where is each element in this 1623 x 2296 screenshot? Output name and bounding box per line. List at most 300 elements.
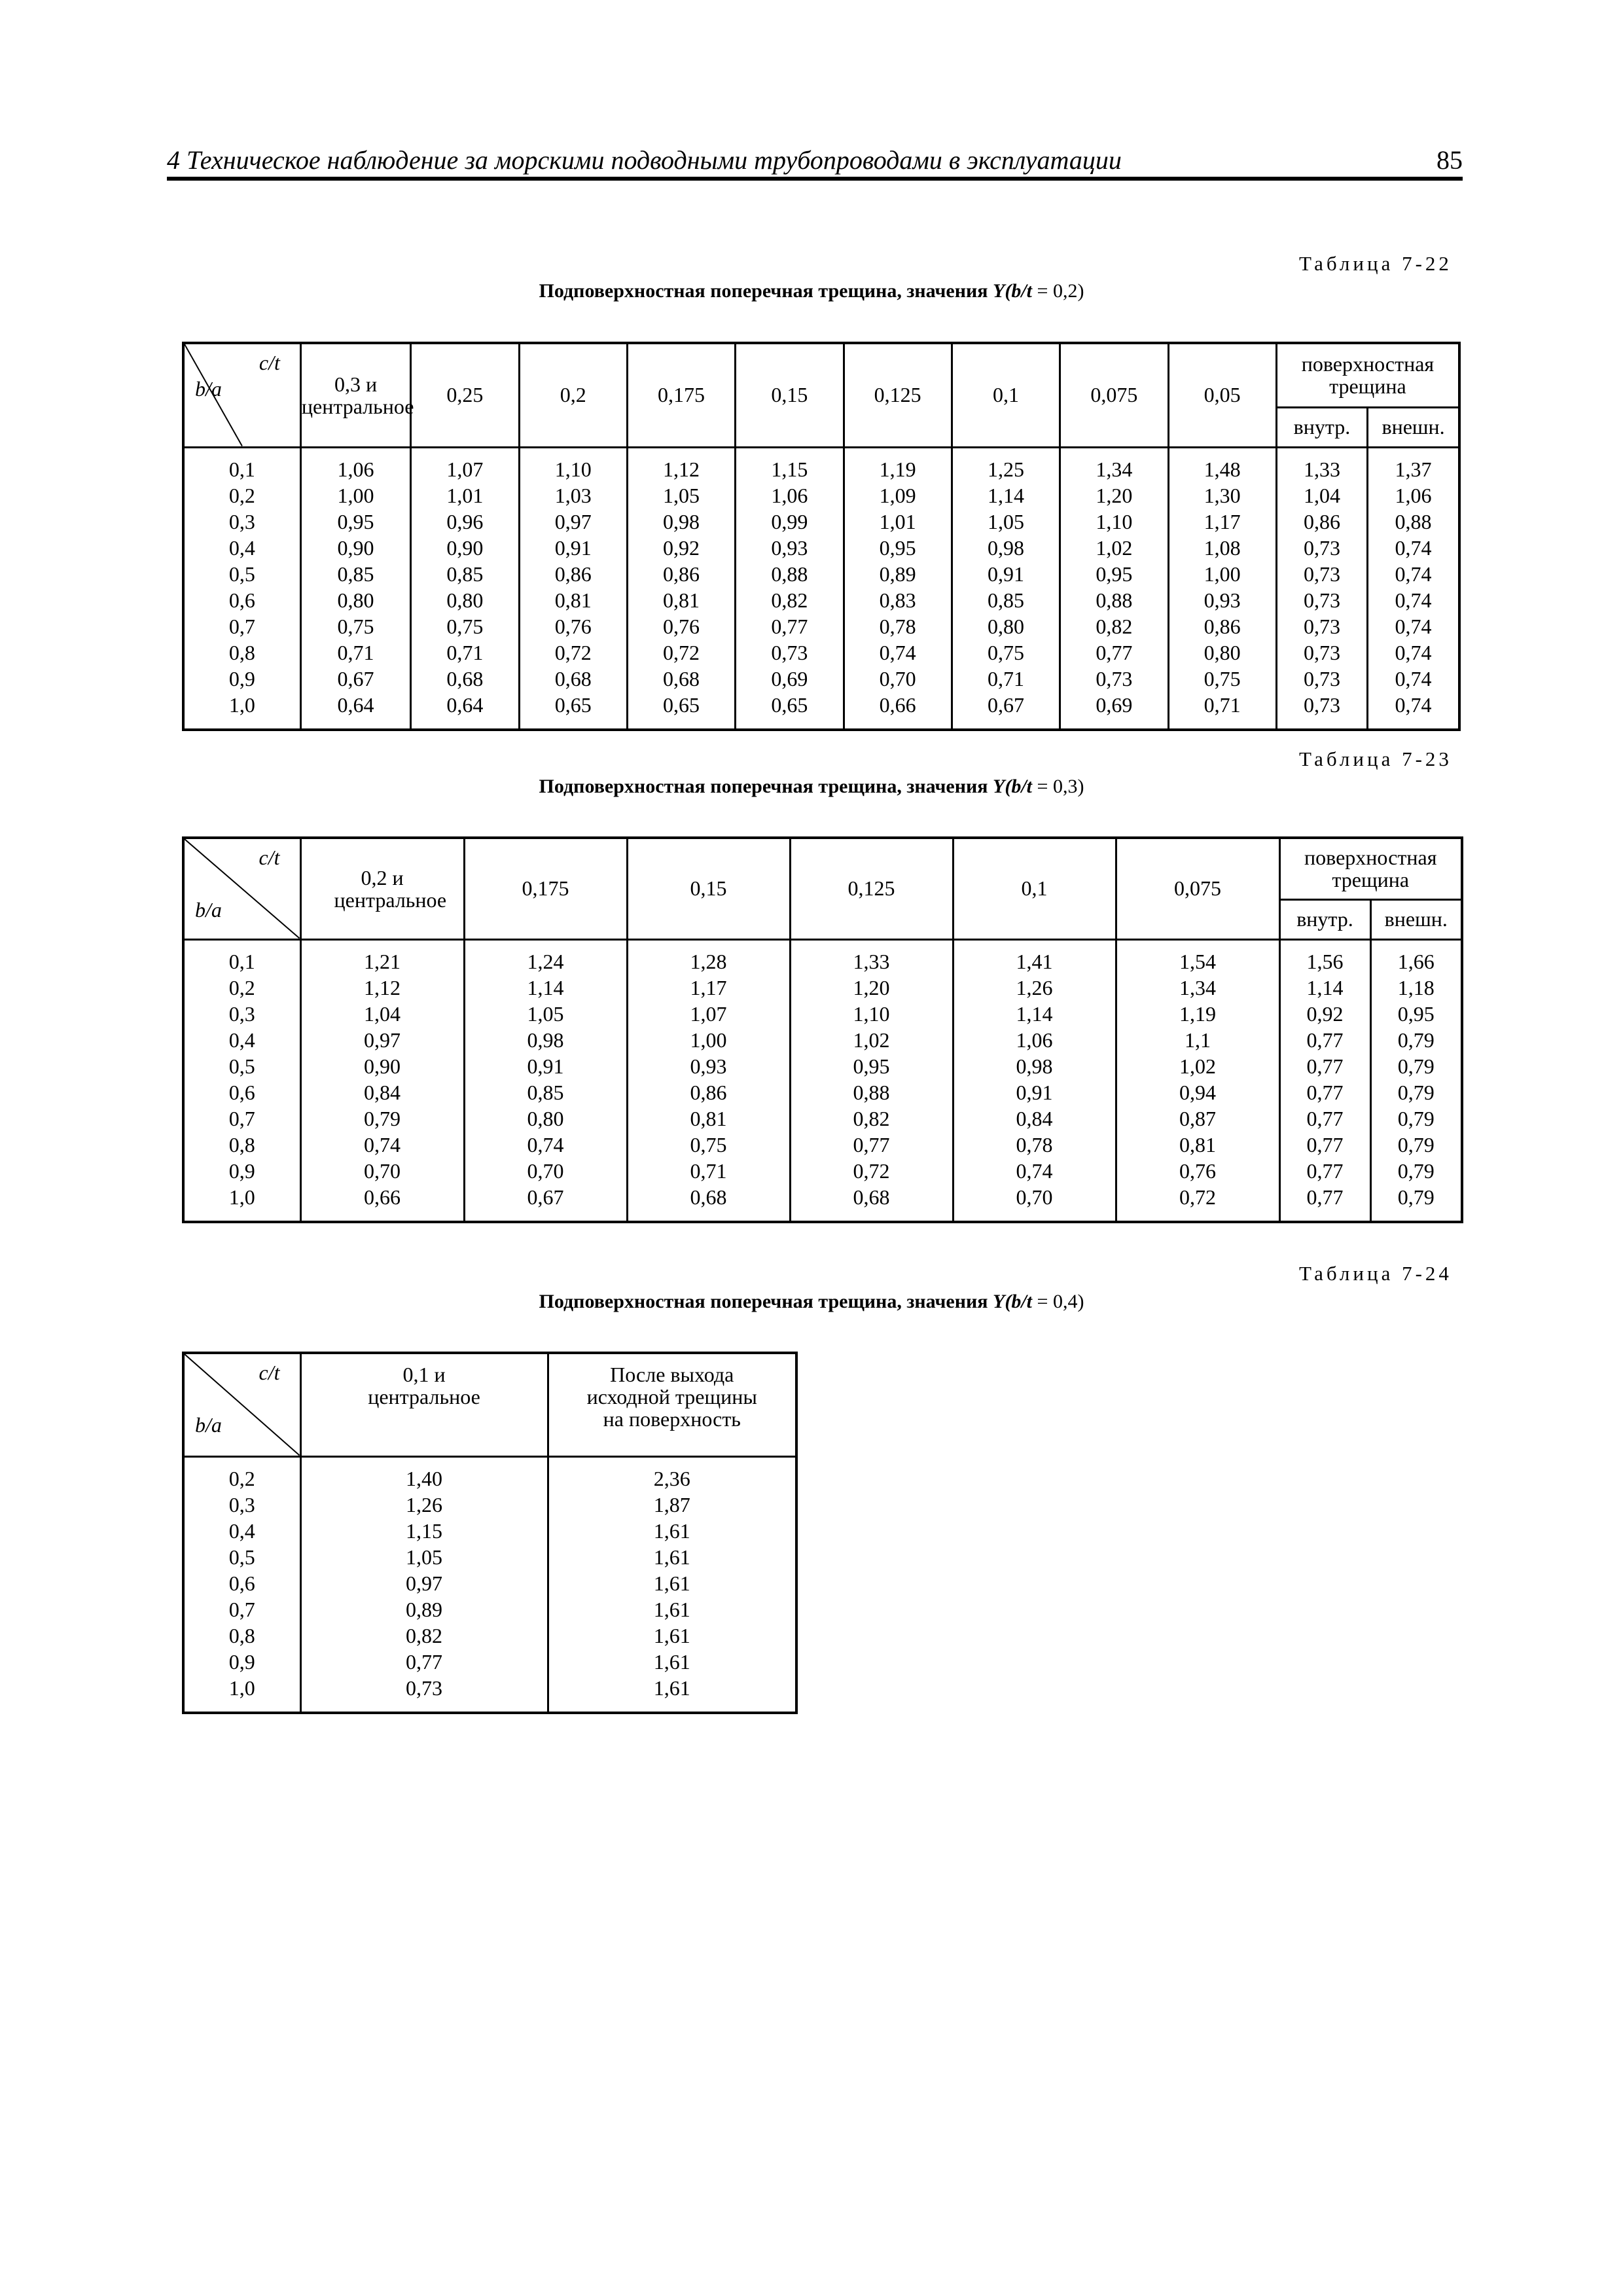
table-cell: 1,05 xyxy=(300,1544,548,1570)
table-cell: 0,66 xyxy=(300,1184,464,1222)
row-header-cell: 0,3 xyxy=(183,1001,300,1027)
column-header: 0,175 xyxy=(464,838,627,939)
table-cell: 1,26 xyxy=(953,975,1116,1001)
table-cell: 1,06 xyxy=(1368,482,1459,509)
table-cell: 0,78 xyxy=(844,613,952,639)
table-cell: 0,80 xyxy=(411,587,519,613)
table-cell: 1,14 xyxy=(1279,975,1370,1001)
data-table xyxy=(182,836,1463,1223)
surface-crack-header: поверхностная трещина xyxy=(1276,343,1459,407)
table-cell: 0,74 xyxy=(300,1132,464,1158)
table-cell: 0,91 xyxy=(953,1079,1116,1105)
table-cell: 1,02 xyxy=(1060,535,1168,561)
table-row xyxy=(183,1001,1462,1027)
table-row xyxy=(183,975,1462,1001)
table-cell: 1,00 xyxy=(627,1027,790,1053)
table-cell: 1,14 xyxy=(952,482,1060,509)
table-cell: 0,75 xyxy=(627,1132,790,1158)
table-cell: 1,10 xyxy=(519,447,627,482)
table-cell: 0,91 xyxy=(464,1053,627,1079)
table-cell: 0,88 xyxy=(1368,509,1459,535)
column-header-outer: внешн. xyxy=(1368,407,1459,447)
corner-top-label: c/t xyxy=(259,846,280,869)
table-row xyxy=(183,1596,796,1623)
table-cell: 0,85 xyxy=(464,1079,627,1105)
table-cell: 1,48 xyxy=(1168,447,1276,482)
row-header-cell: 0,2 xyxy=(183,482,300,509)
table-row xyxy=(183,509,1459,535)
table-cell: 2,36 xyxy=(548,1456,796,1492)
table-cell: 0,93 xyxy=(1168,587,1276,613)
corner-header-cell xyxy=(183,343,300,447)
table-cell: 0,79 xyxy=(1370,1184,1462,1222)
row-header-cell: 0,4 xyxy=(183,535,300,561)
column-header: 0,1 xyxy=(952,343,1060,447)
table-row xyxy=(183,1158,1462,1184)
table-cell: 1,61 xyxy=(548,1649,796,1675)
table-cell: 1,06 xyxy=(300,447,410,482)
corner-bottom-label: b/a xyxy=(195,377,222,401)
row-header-cell: 0,9 xyxy=(183,1649,300,1675)
table-cell: 0,74 xyxy=(844,639,952,666)
table-cell: 0,82 xyxy=(300,1623,548,1649)
table-cell: 0,95 xyxy=(1370,1001,1462,1027)
table-cell: 1,12 xyxy=(300,975,464,1001)
table-cell: 0,86 xyxy=(1168,613,1276,639)
table-row xyxy=(183,639,1459,666)
table-caption: Подповерхностная поперечная трещина, значения Y(b/t = 0,2) xyxy=(539,280,1084,302)
column-header: 0,3 и центральное xyxy=(300,343,410,447)
table-cell: 0,73 xyxy=(736,639,844,666)
column-header: 0,15 xyxy=(736,343,844,447)
table-cell: 1,37 xyxy=(1368,447,1459,482)
table-cell: 1,17 xyxy=(1168,509,1276,535)
table-cell: 0,68 xyxy=(411,666,519,692)
table-cell: 0,74 xyxy=(1368,639,1459,666)
table-cell: 1,1 xyxy=(1116,1027,1279,1053)
surface-crack-header: поверхностная трещина xyxy=(1279,838,1462,899)
data-table xyxy=(182,342,1461,731)
table-cell: 1,09 xyxy=(844,482,952,509)
table-row xyxy=(183,692,1459,730)
table-cell: 0,70 xyxy=(300,1158,464,1184)
table-cell: 0,73 xyxy=(1276,613,1367,639)
table-cell: 1,33 xyxy=(790,939,953,975)
table-cell: 0,92 xyxy=(1279,1001,1370,1027)
table-cell: 0,90 xyxy=(300,1053,464,1079)
corner-bottom-label: b/a xyxy=(195,898,222,922)
column-header-outer: внешн. xyxy=(1370,899,1462,939)
table-cell: 1,07 xyxy=(411,447,519,482)
table-cell: 0,79 xyxy=(1370,1079,1462,1105)
table-cell: 0,69 xyxy=(1060,692,1168,730)
table-cell: 0,86 xyxy=(1276,509,1367,535)
table-cell: 0,69 xyxy=(736,666,844,692)
table-cell: 0,78 xyxy=(953,1132,1116,1158)
table-cell: 1,61 xyxy=(548,1596,796,1623)
table-row xyxy=(183,535,1459,561)
table-cell: 0,70 xyxy=(953,1184,1116,1222)
row-header-cell: 0,2 xyxy=(183,975,300,1001)
table-cell: 0,89 xyxy=(300,1596,548,1623)
table-cell: 0,77 xyxy=(736,613,844,639)
table-cell: 0,73 xyxy=(1276,639,1367,666)
table-cell: 0,95 xyxy=(790,1053,953,1079)
column-header: 0,1 и центральное xyxy=(300,1353,548,1456)
table-cell: 0,81 xyxy=(519,587,627,613)
column-header: 0,25 xyxy=(411,343,519,447)
row-header-cell: 0,8 xyxy=(183,1132,300,1158)
table-cell: 0,80 xyxy=(1168,639,1276,666)
table-row xyxy=(183,1027,1462,1053)
corner-bottom-label: b/a xyxy=(195,1413,222,1437)
table-cell: 0,72 xyxy=(790,1158,953,1184)
table-cell: 1,40 xyxy=(300,1456,548,1492)
table-cell: 0,81 xyxy=(627,1105,790,1132)
table-cell: 0,77 xyxy=(1279,1027,1370,1053)
table-cell: 0,71 xyxy=(411,639,519,666)
row-header-cell: 0,4 xyxy=(183,1027,300,1053)
table-cell: 0,95 xyxy=(300,509,410,535)
table-cell: 0,74 xyxy=(953,1158,1116,1184)
table-cell: 0,95 xyxy=(844,535,952,561)
data-table xyxy=(182,1352,798,1714)
table-cell: 1,56 xyxy=(1279,939,1370,975)
row-header-cell: 0,4 xyxy=(183,1518,300,1544)
table-cell: 1,04 xyxy=(1276,482,1367,509)
table-cell: 0,65 xyxy=(627,692,735,730)
table-row xyxy=(183,1456,796,1492)
table-cell: 0,74 xyxy=(1368,561,1459,587)
table-cell: 0,77 xyxy=(1279,1079,1370,1105)
column-header: 0,075 xyxy=(1116,838,1279,939)
corner-top-label: c/t xyxy=(259,351,280,374)
table-cell: 0,70 xyxy=(844,666,952,692)
table-row xyxy=(183,1105,1462,1132)
table-row xyxy=(183,447,1459,482)
table-cell: 1,01 xyxy=(411,482,519,509)
table-cell: 1,10 xyxy=(790,1001,953,1027)
table-cell: 0,73 xyxy=(1276,666,1367,692)
page-header xyxy=(167,139,1463,181)
column-header: 0,125 xyxy=(844,343,952,447)
table-cell: 1,20 xyxy=(1060,482,1168,509)
column-header: 0,2 и центральное xyxy=(300,838,464,939)
table-caption: Подповерхностная поперечная трещина, значения Y(b/t = 0,4) xyxy=(539,1291,1084,1312)
table-cell: 0,86 xyxy=(627,1079,790,1105)
table-cell: 1,08 xyxy=(1168,535,1276,561)
table-cell: 0,99 xyxy=(736,509,844,535)
table-cell: 1,18 xyxy=(1370,975,1462,1001)
header-rule xyxy=(167,177,1463,181)
table-cell: 0,85 xyxy=(300,561,410,587)
table-cell: 0,75 xyxy=(411,613,519,639)
row-header-cell: 0,7 xyxy=(183,1105,300,1132)
table-cell: 0,65 xyxy=(736,692,844,730)
table-cell: 1,03 xyxy=(519,482,627,509)
table-cell: 1,54 xyxy=(1116,939,1279,975)
table-cell: 0,68 xyxy=(790,1184,953,1222)
column-header: 0,15 xyxy=(627,838,790,939)
column-header: 0,2 xyxy=(519,343,627,447)
table-row xyxy=(183,1492,796,1518)
table-cell: 0,79 xyxy=(1370,1132,1462,1158)
table-row xyxy=(183,1675,796,1713)
table-cell: 0,97 xyxy=(300,1027,464,1053)
table-cell: 1,19 xyxy=(844,447,952,482)
table-cell: 0,98 xyxy=(464,1027,627,1053)
row-header-cell: 0,5 xyxy=(183,561,300,587)
table-row xyxy=(183,1079,1462,1105)
table-cell: 0,84 xyxy=(300,1079,464,1105)
row-header-cell: 0,1 xyxy=(183,939,300,975)
table-cell: 0,73 xyxy=(1276,692,1367,730)
table-cell: 0,72 xyxy=(627,639,735,666)
column-header-inner: внутр. xyxy=(1279,899,1370,939)
row-header-cell: 0,8 xyxy=(183,1623,300,1649)
table-cell: 0,77 xyxy=(1060,639,1168,666)
table-cell: 0,73 xyxy=(1276,561,1367,587)
table-cell: 0,64 xyxy=(300,692,410,730)
table-cell: 0,77 xyxy=(1279,1053,1370,1079)
table-cell: 0,79 xyxy=(300,1105,464,1132)
table-row xyxy=(183,613,1459,639)
table-cell: 0,74 xyxy=(464,1132,627,1158)
column-header-inner: внутр. xyxy=(1276,407,1367,447)
table-cell: 0,82 xyxy=(790,1105,953,1132)
column-header: 0,125 xyxy=(790,838,953,939)
table-cell: 0,79 xyxy=(1370,1027,1462,1053)
table-cell: 0,64 xyxy=(411,692,519,730)
table-cell: 1,01 xyxy=(844,509,952,535)
table-row xyxy=(183,1623,796,1649)
table-cell: 0,77 xyxy=(1279,1132,1370,1158)
table-cell: 0,96 xyxy=(411,509,519,535)
diagonal-divider xyxy=(185,839,300,939)
table-row xyxy=(183,1570,796,1596)
table-cell: 0,79 xyxy=(1370,1053,1462,1079)
table-cell: 0,67 xyxy=(952,692,1060,730)
table-cell: 0,79 xyxy=(1370,1105,1462,1132)
table-cell: 0,75 xyxy=(1168,666,1276,692)
table-cell: 0,97 xyxy=(300,1570,548,1596)
table-cell: 0,68 xyxy=(519,666,627,692)
table-cell: 1,34 xyxy=(1060,447,1168,482)
table-cell: 1,00 xyxy=(300,482,410,509)
table-cell: 0,88 xyxy=(736,561,844,587)
table-cell: 1,33 xyxy=(1276,447,1367,482)
table-cell: 0,67 xyxy=(300,666,410,692)
table-cell: 0,72 xyxy=(519,639,627,666)
table-label: Таблица 7-24 xyxy=(1299,1262,1452,1285)
table-cell: 0,86 xyxy=(627,561,735,587)
table-cell: 1,07 xyxy=(627,1001,790,1027)
table-cell: 1,05 xyxy=(464,1001,627,1027)
table-cell: 0,94 xyxy=(1116,1079,1279,1105)
table-row xyxy=(183,939,1462,975)
table-cell: 1,61 xyxy=(548,1518,796,1544)
table-row xyxy=(183,666,1459,692)
table-cell: 0,84 xyxy=(953,1105,1116,1132)
table-cell: 0,76 xyxy=(1116,1158,1279,1184)
table-cell: 1,25 xyxy=(952,447,1060,482)
table-cell: 0,91 xyxy=(952,561,1060,587)
corner-header-cell xyxy=(183,1353,300,1456)
table-cell: 0,68 xyxy=(627,666,735,692)
table-cell: 0,88 xyxy=(1060,587,1168,613)
table-cell: 1,12 xyxy=(627,447,735,482)
table-cell: 0,85 xyxy=(952,587,1060,613)
table-cell: 0,77 xyxy=(790,1132,953,1158)
table-cell: 0,80 xyxy=(464,1105,627,1132)
table-cell: 0,83 xyxy=(844,587,952,613)
table-cell: 1,10 xyxy=(1060,509,1168,535)
table-cell: 1,61 xyxy=(548,1544,796,1570)
table-label: Таблица 7-23 xyxy=(1299,747,1452,770)
table-cell: 1,61 xyxy=(548,1675,796,1713)
table-cell: 1,06 xyxy=(953,1027,1116,1053)
table-cell: 1,14 xyxy=(464,975,627,1001)
table-cell: 0,68 xyxy=(627,1184,790,1222)
table-cell: 0,86 xyxy=(519,561,627,587)
table-cell: 0,98 xyxy=(952,535,1060,561)
table-cell: 1,34 xyxy=(1116,975,1279,1001)
table-cell: 0,85 xyxy=(411,561,519,587)
table-row xyxy=(183,1544,796,1570)
table-cell: 0,73 xyxy=(300,1675,548,1713)
table-cell: 1,00 xyxy=(1168,561,1276,587)
table-cell: 0,74 xyxy=(1368,666,1459,692)
table-cell: 0,71 xyxy=(300,639,410,666)
header-title: 4 Техническое наблюдение за морскими подводными трубопроводами в эксплуатации xyxy=(167,145,1122,175)
table-cell: 0,77 xyxy=(1279,1105,1370,1132)
table-cell: 0,91 xyxy=(519,535,627,561)
row-header-cell: 0,6 xyxy=(183,1570,300,1596)
row-header-cell: 0,9 xyxy=(183,1158,300,1184)
row-header-cell: 0,7 xyxy=(183,1596,300,1623)
table-cell: 0,74 xyxy=(1368,613,1459,639)
table-cell: 1,61 xyxy=(548,1623,796,1649)
table-label: Таблица 7-22 xyxy=(1299,252,1452,275)
table-caption: Подповерхностная поперечная трещина, значения Y(b/t = 0,3) xyxy=(539,776,1084,797)
table-cell: 1,04 xyxy=(300,1001,464,1027)
row-header-cell: 1,0 xyxy=(183,1184,300,1222)
row-header-cell: 0,8 xyxy=(183,639,300,666)
diagonal-divider xyxy=(185,1354,300,1456)
table-cell: 0,74 xyxy=(1368,587,1459,613)
table-cell: 1,26 xyxy=(300,1492,548,1518)
column-header: После выхода исходной трещины на поверхность xyxy=(548,1353,796,1456)
table-cell: 1,24 xyxy=(464,939,627,975)
column-header: 0,1 xyxy=(953,838,1116,939)
table-cell: 0,76 xyxy=(519,613,627,639)
table-cell: 1,30 xyxy=(1168,482,1276,509)
row-header-cell: 0,7 xyxy=(183,613,300,639)
table-cell: 0,66 xyxy=(844,692,952,730)
table-cell: 0,72 xyxy=(1116,1184,1279,1222)
table-cell: 1,61 xyxy=(548,1570,796,1596)
table-cell: 0,76 xyxy=(627,613,735,639)
table-cell: 0,87 xyxy=(1116,1105,1279,1132)
row-header-cell: 0,6 xyxy=(183,587,300,613)
table-cell: 1,87 xyxy=(548,1492,796,1518)
row-header-cell: 0,9 xyxy=(183,666,300,692)
table-cell: 1,28 xyxy=(627,939,790,975)
table-cell: 0,89 xyxy=(844,561,952,587)
table-row xyxy=(183,1132,1462,1158)
column-header: 0,175 xyxy=(627,343,735,447)
table-cell: 1,19 xyxy=(1116,1001,1279,1027)
table-cell: 0,71 xyxy=(627,1158,790,1184)
table-cell: 1,21 xyxy=(300,939,464,975)
table-cell: 0,80 xyxy=(300,587,410,613)
table-cell: 0,65 xyxy=(519,692,627,730)
table-cell: 0,82 xyxy=(736,587,844,613)
row-header-cell: 0,1 xyxy=(183,447,300,482)
table-cell: 0,74 xyxy=(1368,692,1459,730)
table-row xyxy=(183,1184,1462,1222)
table-cell: 1,17 xyxy=(627,975,790,1001)
table-cell: 0,77 xyxy=(300,1649,548,1675)
table-cell: 0,93 xyxy=(627,1053,790,1079)
table-cell: 0,88 xyxy=(790,1079,953,1105)
table-row xyxy=(183,1518,796,1544)
row-header-cell: 0,3 xyxy=(183,509,300,535)
row-header-cell: 1,0 xyxy=(183,1675,300,1713)
table-cell: 0,95 xyxy=(1060,561,1168,587)
table-cell: 0,81 xyxy=(627,587,735,613)
table-cell: 0,70 xyxy=(464,1158,627,1184)
table-row xyxy=(183,587,1459,613)
table-cell: 0,74 xyxy=(1368,535,1459,561)
table-cell: 0,90 xyxy=(411,535,519,561)
table-cell: 0,77 xyxy=(1279,1158,1370,1184)
table-row xyxy=(183,561,1459,587)
table-row xyxy=(183,1649,796,1675)
table-cell: 1,20 xyxy=(790,975,953,1001)
column-header: 0,05 xyxy=(1168,343,1276,447)
table-cell: 1,05 xyxy=(952,509,1060,535)
table-cell: 0,82 xyxy=(1060,613,1168,639)
table-cell: 0,98 xyxy=(627,509,735,535)
row-header-cell: 0,5 xyxy=(183,1053,300,1079)
row-header-cell: 0,3 xyxy=(183,1492,300,1518)
corner-top-label: c/t xyxy=(259,1361,280,1384)
table-cell: 1,15 xyxy=(300,1518,548,1544)
table-cell: 0,80 xyxy=(952,613,1060,639)
table-row xyxy=(183,482,1459,509)
table-cell: 0,73 xyxy=(1060,666,1168,692)
table-cell: 0,93 xyxy=(736,535,844,561)
table-cell: 0,79 xyxy=(1370,1158,1462,1184)
column-header: 0,075 xyxy=(1060,343,1168,447)
table-cell: 1,66 xyxy=(1370,939,1462,975)
table-cell: 1,06 xyxy=(736,482,844,509)
row-header-cell: 0,5 xyxy=(183,1544,300,1570)
table-row xyxy=(183,1053,1462,1079)
table-cell: 1,05 xyxy=(627,482,735,509)
table-cell: 1,02 xyxy=(790,1027,953,1053)
table-cell: 0,97 xyxy=(519,509,627,535)
table-cell: 0,71 xyxy=(1168,692,1276,730)
corner-header-cell xyxy=(183,838,300,939)
row-header-cell: 0,2 xyxy=(183,1456,300,1492)
table-cell: 0,75 xyxy=(300,613,410,639)
page-number: 85 xyxy=(1436,145,1463,175)
table-cell: 0,98 xyxy=(953,1053,1116,1079)
table-cell: 0,73 xyxy=(1276,587,1367,613)
table-cell: 0,75 xyxy=(952,639,1060,666)
